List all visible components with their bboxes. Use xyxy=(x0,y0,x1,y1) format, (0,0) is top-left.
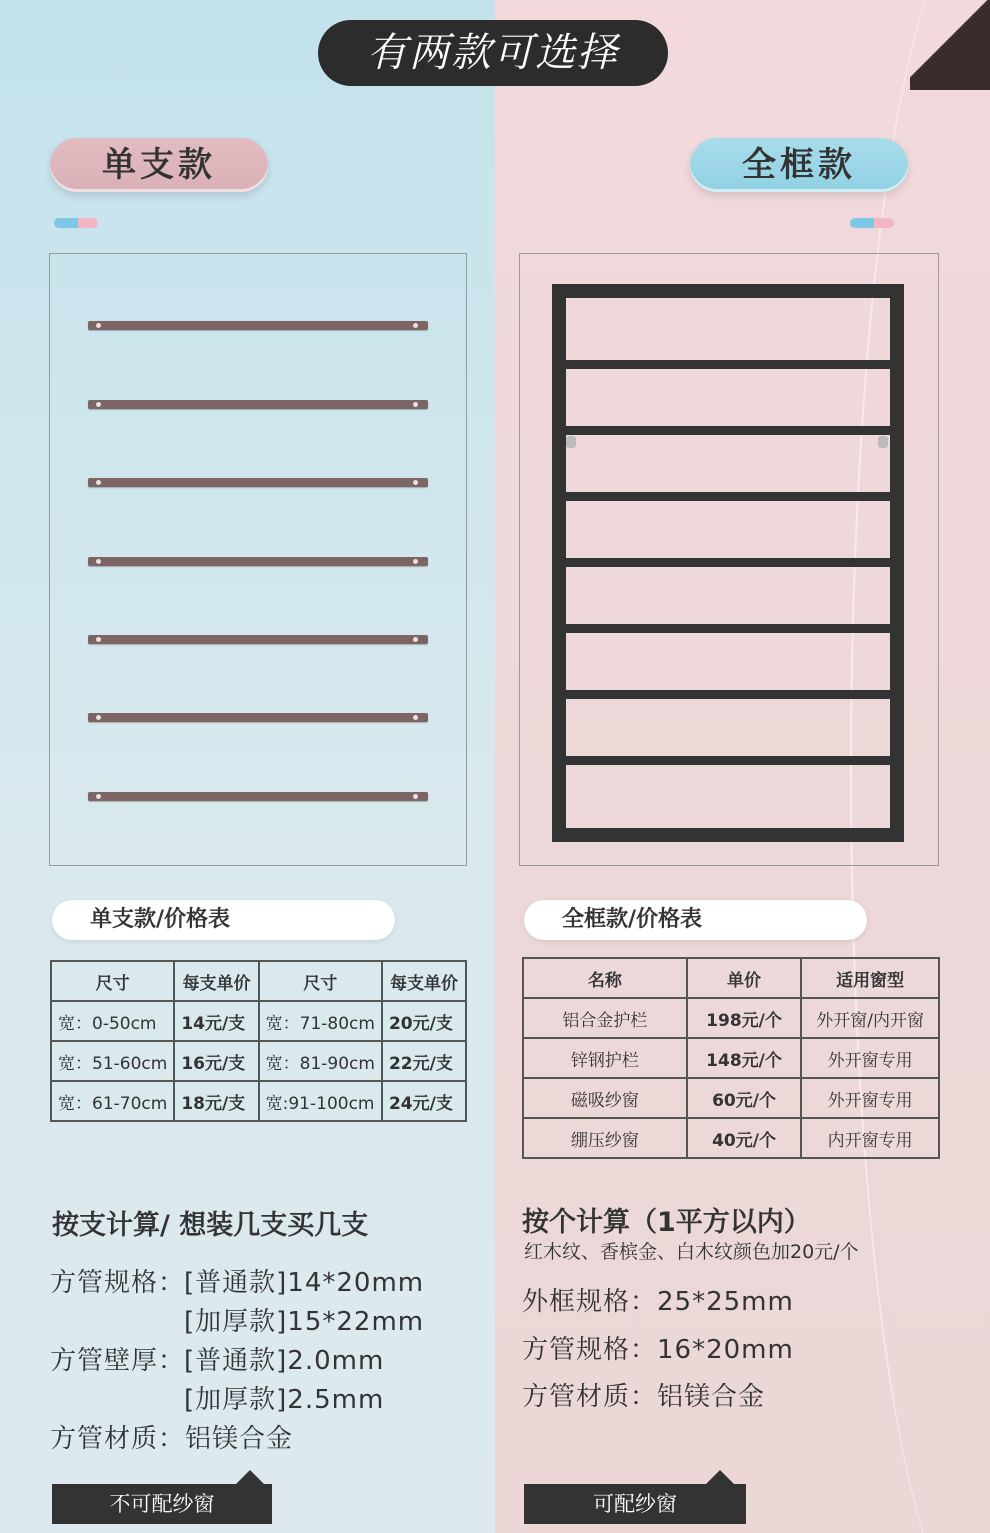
frame-hinge xyxy=(878,436,888,448)
table-row xyxy=(51,1041,466,1081)
table-cell: 铝合金护栏 xyxy=(523,998,687,1038)
full-frame-price-table-title: 全框款/价格表 xyxy=(524,900,867,940)
frame-rung xyxy=(566,558,890,567)
table-cell: 宽：71-80cm xyxy=(259,1001,382,1041)
guard-bar xyxy=(88,478,428,487)
table-header-cell: 名称 xyxy=(523,958,687,998)
spec-label: 方管规格： xyxy=(50,1268,186,1298)
table-row xyxy=(523,1038,939,1078)
guard-bar xyxy=(88,713,428,722)
table-cell: 14元/支 xyxy=(174,1001,258,1041)
table-header-cell: 每支单价 xyxy=(174,961,258,1001)
single-bar-model-title: 单支款 xyxy=(50,138,268,192)
frame-rung xyxy=(566,624,890,633)
table-cell: 18元/支 xyxy=(174,1081,258,1121)
table-cell: 宽：81-90cm xyxy=(259,1041,382,1081)
spec-value: [普通款]14*20mm xyxy=(184,1268,425,1298)
table-cell: 宽:91-100cm xyxy=(259,1081,382,1121)
table-cell: 磁吸纱窗 xyxy=(523,1078,687,1118)
frame-rung xyxy=(566,426,890,435)
tube-spec: 方管规格：16*20mm xyxy=(522,1335,794,1365)
frame-rung xyxy=(566,360,890,369)
table-cell: 22元/支 xyxy=(382,1041,466,1081)
table-cell: 24元/支 xyxy=(382,1081,466,1121)
table-row xyxy=(51,1001,466,1041)
guard-bar xyxy=(88,792,428,801)
table-header-row xyxy=(51,961,466,1001)
table-header-cell: 尺寸 xyxy=(259,961,382,1001)
single-bar-price-table xyxy=(50,960,467,1122)
table-cell: 外开窗专用 xyxy=(801,1078,939,1118)
table-cell: 宽：61-70cm xyxy=(51,1081,174,1121)
spec-material: 方管材质：铝镁合金 xyxy=(522,1382,766,1412)
decorative-corner xyxy=(910,0,990,90)
table-header-row xyxy=(523,958,939,998)
table-header-cell: 每支单价 xyxy=(382,961,466,1001)
full-frame-price-table xyxy=(522,957,940,1159)
guard-bar xyxy=(88,635,428,644)
table-cell: 20元/支 xyxy=(382,1001,466,1041)
table-header-cell: 尺寸 xyxy=(51,961,174,1001)
table-cell: 宽：0-50cm xyxy=(51,1001,174,1041)
table-cell: 宽：51-60cm xyxy=(51,1041,174,1081)
guard-bar xyxy=(88,557,428,566)
table-header-cell: 单价 xyxy=(687,958,802,998)
table-row xyxy=(523,1118,939,1158)
decorative-dot-pill xyxy=(850,218,894,228)
spec-material: 方管材质：铝镁合金 xyxy=(50,1424,294,1454)
table-row xyxy=(51,1081,466,1121)
table-cell: 198元/个 xyxy=(687,998,802,1038)
spec-value: [普通款]2.0mm xyxy=(184,1346,385,1376)
spec-value: [加厚款]15*22mm xyxy=(184,1307,425,1337)
frame-hinge xyxy=(566,436,576,448)
screen-compatible-tag: 可配纱窗 xyxy=(524,1484,746,1524)
table-cell: 外开窗/内开窗 xyxy=(801,998,939,1038)
table-row xyxy=(523,1078,939,1118)
frame-rung xyxy=(566,756,890,765)
guard-bar xyxy=(88,400,428,409)
spec-label: 方管壁厚： xyxy=(50,1346,186,1376)
frame-rung xyxy=(566,492,890,501)
table-cell: 绷压纱窗 xyxy=(523,1118,687,1158)
color-surcharge-note: 红木纹、香槟金、白木纹颜色加20元/个 xyxy=(524,1241,859,1263)
table-cell: 16元/支 xyxy=(174,1041,258,1081)
table-cell: 148元/个 xyxy=(687,1038,802,1078)
table-cell: 60元/个 xyxy=(687,1078,802,1118)
no-screen-tag: 不可配纱窗 xyxy=(52,1484,272,1524)
single-bar-price-table-title: 单支款/价格表 xyxy=(52,900,395,940)
table-cell: 40元/个 xyxy=(687,1118,802,1158)
spec-value: [加厚款]2.5mm xyxy=(184,1385,385,1415)
table-cell: 锌钢护栏 xyxy=(523,1038,687,1078)
guard-bar xyxy=(88,321,428,330)
table-header-cell: 适用窗型 xyxy=(801,958,939,998)
single-bar-calc-note: 按支计算/ 想装几支买几支 xyxy=(52,1210,369,1241)
table-cell: 内开窗专用 xyxy=(801,1118,939,1158)
decorative-dot-pill xyxy=(54,218,98,228)
headline-banner: 有两款可选择 xyxy=(318,20,668,86)
frame-rung xyxy=(566,690,890,699)
outer-frame-spec: 外框规格：25*25mm xyxy=(522,1287,794,1317)
table-cell: 外开窗专用 xyxy=(801,1038,939,1078)
table-row xyxy=(523,998,939,1038)
full-frame-calc-note: 按个计算（1平方以内） xyxy=(522,1207,811,1238)
full-frame-model-title: 全框款 xyxy=(690,138,908,192)
